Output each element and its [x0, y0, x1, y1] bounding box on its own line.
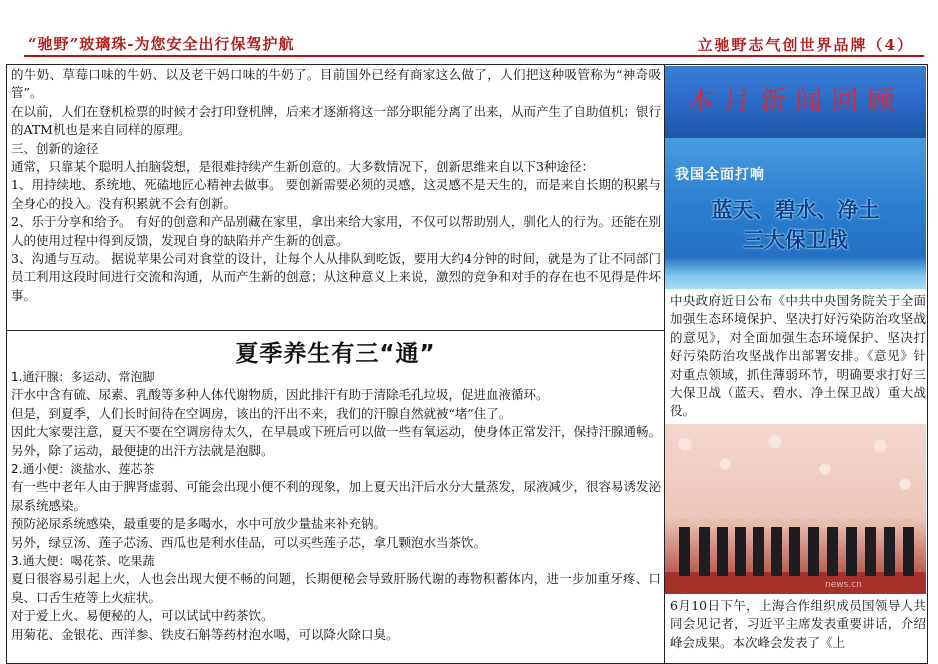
photo-figure [771, 518, 782, 576]
paragraph: 预防泌尿系统感染，最重要的是多喝水，水中可放少量盐来补充钠。 [11, 516, 387, 532]
section-heading: 三、创新的途径 [11, 140, 99, 156]
photo-figure [846, 518, 857, 576]
photo-backdrop [665, 424, 926, 519]
paragraph: 夏日很容易引起上火，人也会出现大便不畅的问题，长期便秘会导致肝肠代谢的毒物积蓄体内，进一步加重牙疼、口臭、口舌生疮等上火症状。 [11, 571, 661, 605]
paragraph: 通常，只靠某个聪明人拍脑袋想，是很难持续产生新创意的。大多数情况下，创新思维来自以下3种途径： [11, 159, 594, 175]
photo-figure [808, 518, 819, 576]
photo-figure [699, 518, 710, 576]
header-brand-page: 立驰野志气创世界品牌（4） [697, 36, 914, 54]
paragraph: 的牛奶、草莓口味的牛奶、以及老干妈口味的牛奶了。目前国外已经有商家这么做了，人们把这种吸管称为“神奇吸管”。 [11, 67, 661, 101]
paragraph: 汗水中含有硫、尿素、乳酸等多种人体代谢物质，因此排汗有助于清除毛孔垃圾，促进血液循环。 [11, 387, 549, 403]
summit-group-photo [665, 424, 926, 594]
monthly-news-banner: 本月新闻回顾 [665, 66, 926, 138]
subheading: 1.通汗腺：多运动、常泡脚 [11, 370, 155, 384]
paragraph: 但是，到夏季，人们长时间待在空调房，该出的汗出不来，我们的汗腺自然就被“堵”住了。 [11, 405, 512, 421]
photo-figure [753, 518, 764, 576]
news-item-sco-summit: 6月10日下午，上海合作组织成员国领导人共同会见记者，习近平主席发表重要讲话，介绍峰会成果。本次峰会发表了《上 [670, 598, 926, 650]
page-header [0, 0, 938, 60]
poster-wave-graphic [665, 256, 926, 289]
photo-figure [865, 518, 876, 576]
photo-figure [789, 518, 800, 576]
photo-figure [884, 518, 895, 576]
header-rule [24, 55, 924, 57]
photo-figure [717, 518, 728, 576]
paragraph: 3、沟通与互动。 据说苹果公司对食堂的设计，让每个人从排队到吃饭，要用大约4分钟的时间，就是为了让不同部门员工利用这段时间进行交流和沟通，从而产生新的创意；从这种意义上来说，激烈的竞争和对手的存在也不见得是件坏事。 [11, 251, 661, 303]
paragraph: 对于爱上火、易便秘的人，可以试试中药茶饮。 [11, 608, 274, 624]
paragraph: 有一些中老年人由于脾肾虚弱、可能会出现小便不利的现象，加上夏天出汗后水分大量蒸发，尿液减少，很容易诱发泌尿系统感染。 [11, 479, 661, 513]
subheading: 3.通大便：喝花茶、吃果蔬 [11, 554, 155, 569]
poster-headline: 蓝天、碧水、净土 [711, 197, 880, 222]
subheading: 2.通小便：淡盐水、莲芯茶 [11, 462, 155, 477]
innovation-article-body [11, 66, 661, 328]
photo-watermark: news.cn [825, 580, 862, 590]
health-article-body [11, 368, 661, 655]
paragraph: 用菊花、金银花、西洋参、铁皮石斛等药材泡水喝，可以降火除口臭。 [11, 626, 399, 642]
environment-poster-image [665, 138, 926, 289]
news-item-environment: 中央政府近日公布《中共中央国务院关于全面加强生态环境保护、坚决打好污染防治攻坚战的意见》，对全面加强生态环境保护、坚决打好污染防治攻坚战作出部署安排。《意见》针对重点领域，抓住薄弱环节，明确要求打好三大保卫战（蓝天、碧水、净土保卫战）重大战役。 [670, 293, 926, 419]
photo-figure [735, 518, 746, 576]
paragraph: 2、乐于分享和给予。 有好的创意和产品别藏在家里，拿出来给大家用，不仅可以帮助别人，驯化人的行为。还能在别人的使用过程中得到反馈，发现自身的缺陷并产生新的创意。 [11, 214, 661, 248]
poster-caption: 我国全面打响 [675, 167, 765, 183]
photo-figure [903, 518, 914, 576]
paragraph: 1、用持续地、系统地、死磕地匠心精神去做事。 要创新需要必须的灵感，这灵感不是天生的，而是来自长期的积累与全身心的投入。没有积累就不会有创新。 [11, 177, 661, 211]
article-title: 夏季养生有三“通” [235, 341, 436, 367]
paragraph: 因此大家要注意，夏天不要在空调房待太久，在早晨或下班后可以做一些有氧运动，使身体正常发汗，保持汗腺通畅。另外，除了运动，最便捷的出汗方法就是泡脚。 [11, 424, 661, 458]
paragraph: 在以前，人们在登机检票的时候才会打印登机牌，后来才逐渐将这一部分职能分离了出来，从而产生了自助值机；银行的ATM机也是来自同样的原理。 [11, 103, 661, 138]
photo-figure [679, 518, 690, 576]
photo-figure [827, 518, 838, 576]
section-divider [6, 330, 665, 331]
paragraph: 另外，绿豆汤、莲子芯汤、西瓜也是利水佳品，可以买些莲子芯，拿几颗泡水当茶饮。 [11, 534, 487, 550]
header-slogan: “驰野”玻璃珠-为您安全出行保驾护航 [28, 35, 295, 53]
poster-headline-2: 三大保卫战 [743, 227, 848, 252]
